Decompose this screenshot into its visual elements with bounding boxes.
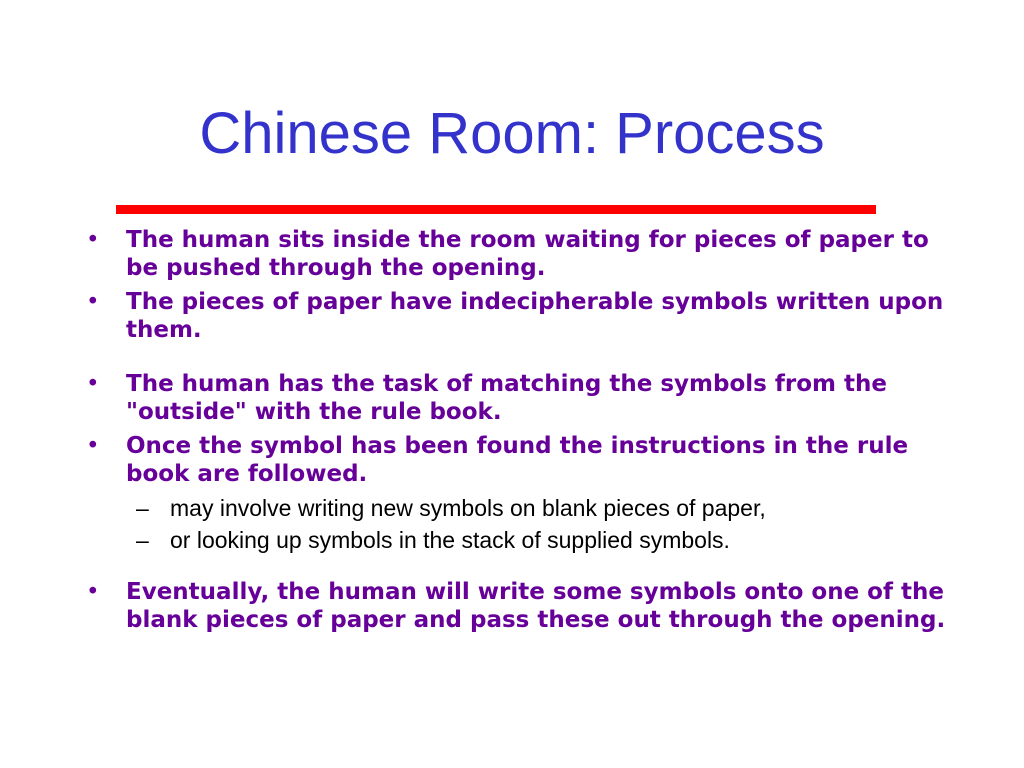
paragraph-spacer [86,558,966,578]
paragraph-spacer [86,350,966,370]
bullet-item [86,432,966,488]
slide-body [86,226,966,640]
bullet-text: The pieces of paper have indecipherable symbols written upon them. [126,289,944,343]
bullet-item [86,578,966,634]
bullet-item [86,370,966,426]
bullet-text: Eventually, the human will write some symbols onto one of the blank pieces of paper and pass these out through the opening. [126,579,946,633]
bullet-text: Once the symbol has been found the instructions in the rule book are followed. [126,433,909,487]
bullet-item [86,226,966,282]
bullet-text: The human has the task of matching the symbols from the "outside" with the rule book. [126,371,887,425]
bullet-marker: • [86,289,100,315]
sub-bullet-marker: – [136,527,149,553]
title-underline-rule [116,205,876,214]
sub-bullet-text: or looking up symbols in the stack of supplied symbols. [170,527,730,553]
bullet-marker: • [86,433,100,459]
bullet-text: The human sits inside the room waiting for pieces of paper to be pushed through the opening. [126,227,929,281]
sub-bullet-text: may involve writing new symbols on blank pieces of paper, [170,495,766,521]
sub-bullet-item [86,526,966,554]
sub-bullet-marker: – [136,495,149,521]
bullet-marker: • [86,227,100,253]
bullet-item [86,288,966,344]
bullet-marker: • [86,579,100,605]
sub-bullet-item [86,494,966,522]
slide-title: Chinese Room: Process [199,101,825,166]
bullet-marker: • [86,371,100,397]
